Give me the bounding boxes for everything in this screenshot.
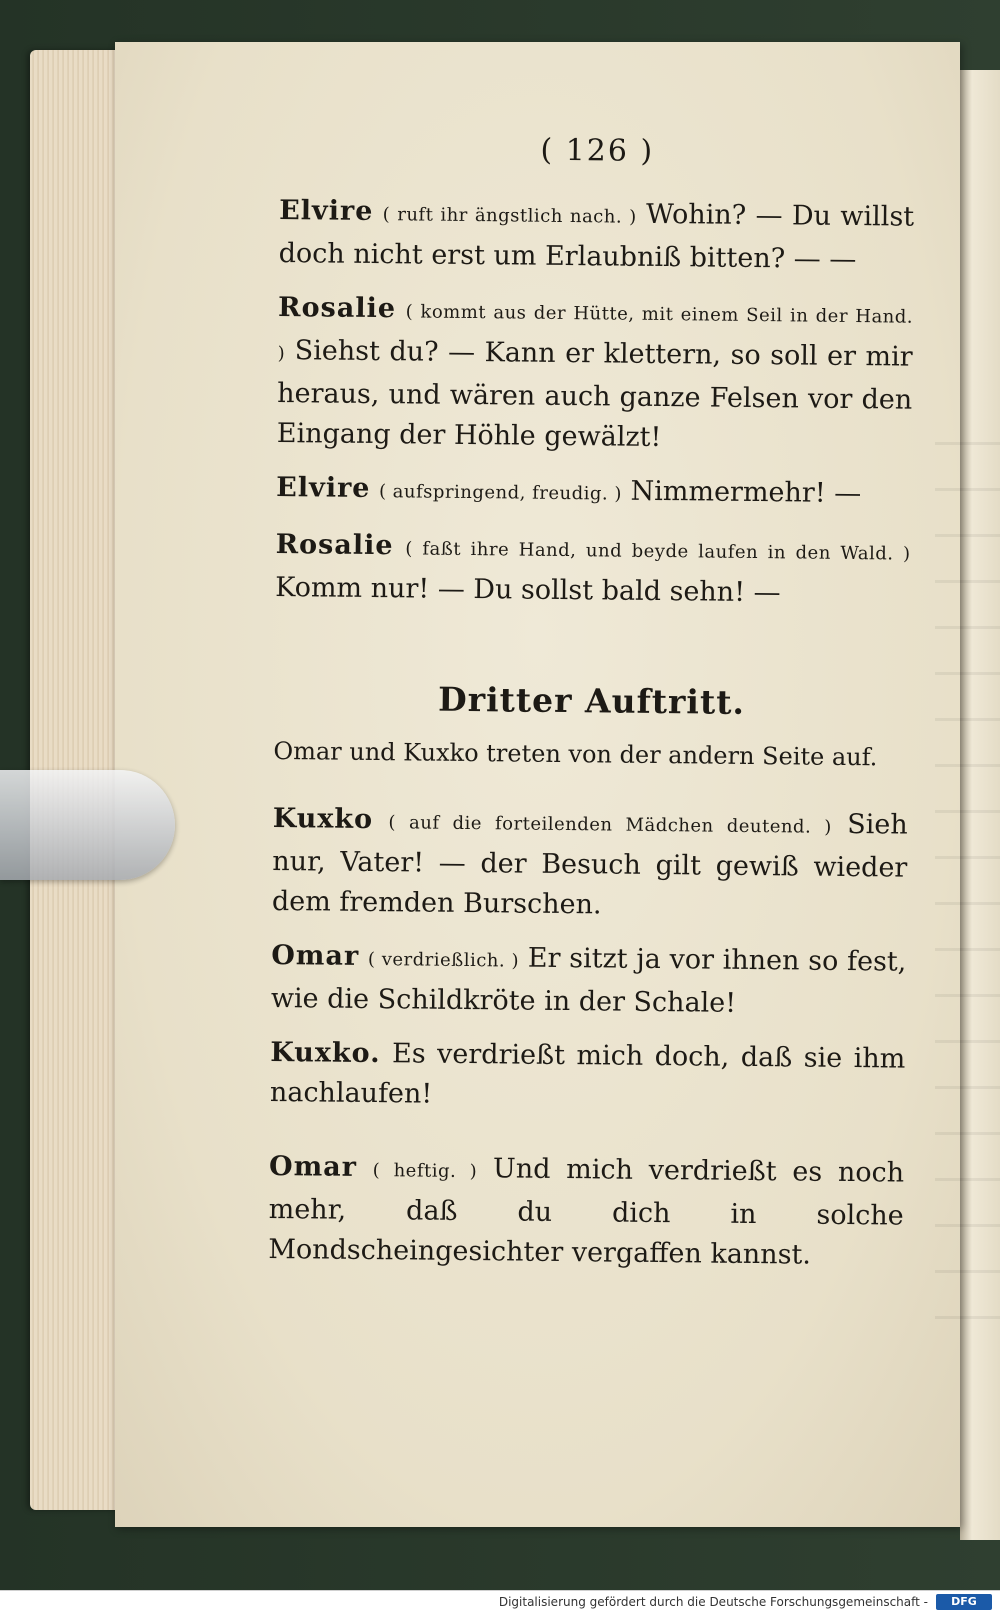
dfg-logo[interactable]: DFG xyxy=(936,1594,992,1610)
speaker-name: Omar xyxy=(268,1150,358,1183)
dialogue-line xyxy=(270,1033,906,1120)
dialogue-text: Und mich verdrießt es noch mehr, daß du dich in solche Mondscheingesichter vergaffen kannst. xyxy=(268,1153,905,1271)
dialogue-line xyxy=(278,191,914,281)
funding-notice: Digitalisierung gefördert durch die Deutsche Forschungsgemeinschaft - xyxy=(498,1595,928,1609)
stage-direction: ( heftig. ) xyxy=(372,1160,478,1183)
stage-direction: ( aufspringend, freudig. ) xyxy=(378,481,623,505)
stage-direction: ( auf die forteilenden Mädchen deutend. ) xyxy=(388,812,832,838)
speaker-name: Rosalie xyxy=(275,528,394,562)
speaker-name: Rosalie xyxy=(277,291,397,325)
dialogue-line xyxy=(268,1147,904,1277)
page-number: ( 126 ) xyxy=(540,132,655,169)
speaker-name: Omar xyxy=(271,939,360,972)
dialogue-line xyxy=(277,288,914,461)
footer-bar xyxy=(0,1590,1000,1614)
dialogue-line xyxy=(271,936,907,1026)
dialogue-text: Sieh nur, Vater! — der Besuch gilt gewiß wieder dem fremden Burschen. xyxy=(271,808,908,921)
page-clip xyxy=(0,770,175,880)
stage-direction: ( verdrießlich. ) xyxy=(367,948,520,972)
dialogue-line xyxy=(272,799,908,929)
dialogue-line xyxy=(275,525,911,615)
dialogue-line xyxy=(276,468,911,518)
stage-direction: ( ruft ihr ängstlich nach. ) xyxy=(382,204,637,228)
dialogue-text: Es verdrießt mich doch, daß sie ihm nachlaufen! xyxy=(269,1038,906,1110)
dialogue-text: Nimmermehr! — xyxy=(630,475,862,510)
speaker-name: Elvire xyxy=(276,471,371,504)
dialogue-text: Komm nur! — Du sollst bald sehn! — xyxy=(275,571,781,609)
scene-stage-direction: Omar und Kuxko treten von der andern Seite auf. xyxy=(273,736,878,772)
bleed-through xyxy=(935,442,1000,1342)
dialogue-text: Er sitzt ja vor ihnen so fest, wie die Schildkröte in der Schale! xyxy=(270,942,907,1019)
speaker-name: Kuxko xyxy=(272,802,374,836)
stage-direction: ( kommt aus der Hütte, mit einem Seil in der Hand. ) xyxy=(277,301,914,365)
dialogue-text: Siehst du? — Kann er klettern, so soll er mir heraus, und wären auch ganze Felsen vor den Eingang der Höhle gewälzt! xyxy=(276,335,913,454)
speaker-name: Elvire xyxy=(278,194,374,227)
page-text xyxy=(268,130,915,1291)
stage-direction: ( faßt ihre Hand, und beyde laufen in den Wald. ) xyxy=(405,538,911,565)
scene-title: Dritter Auftritt. xyxy=(437,679,746,722)
dialogue-text: Wohin? — Du willst doch nicht erst um Erlaubniß bitten? — — xyxy=(278,198,915,276)
speaker-name: Kuxko. xyxy=(270,1036,381,1070)
